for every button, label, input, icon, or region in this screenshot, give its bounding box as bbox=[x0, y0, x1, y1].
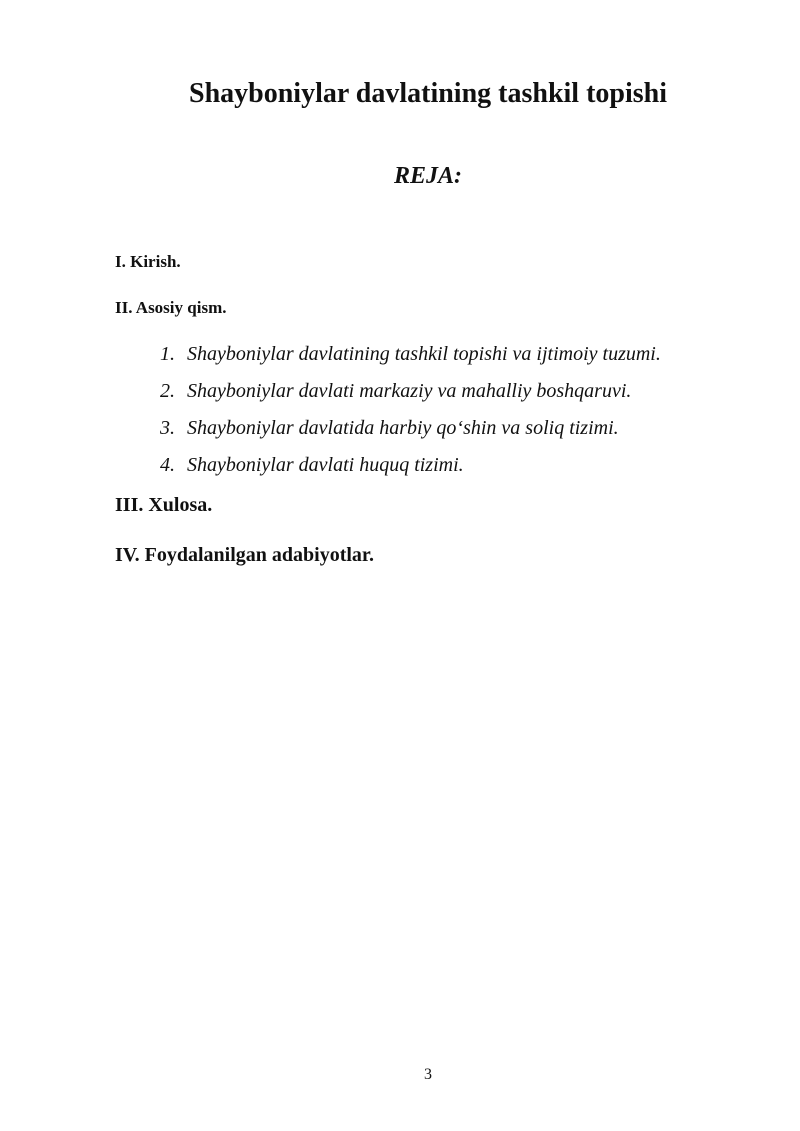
list-item-number: 4. bbox=[160, 454, 175, 476]
document-title: Shayboniylar davlatining tashkil topishi bbox=[189, 78, 667, 109]
list-item-number: 3. bbox=[160, 417, 175, 439]
list-item-text: Shayboniylar davlati huquq tizimi. bbox=[187, 454, 464, 476]
section-introduction: I. Kirish. bbox=[115, 252, 181, 271]
main-part-list bbox=[160, 341, 661, 489]
page-number: 3 bbox=[424, 1066, 432, 1083]
list-item bbox=[160, 378, 661, 415]
list-item bbox=[160, 415, 661, 452]
list-item-number: 1. bbox=[160, 343, 175, 365]
list-item bbox=[160, 452, 661, 489]
list-item bbox=[160, 341, 661, 378]
list-item-text: Shayboniylar davlatida harbiy qo‘shin va soliq tizimi. bbox=[187, 417, 619, 439]
list-item-text: Shayboniylar davlati markaziy va mahalliy boshqaruvi. bbox=[187, 380, 632, 402]
list-item-text: Shayboniylar davlatining tashkil topishi va ijtimoiy tuzumi. bbox=[187, 343, 661, 365]
plan-heading: REJA: bbox=[393, 163, 462, 189]
section-references: IV. Foydalanilgan adabiyotlar. bbox=[115, 544, 374, 566]
section-conclusion: III. Xulosa. bbox=[115, 494, 213, 516]
section-main-part: II. Asosiy qism. bbox=[115, 298, 227, 317]
list-item-number: 2. bbox=[160, 380, 175, 402]
